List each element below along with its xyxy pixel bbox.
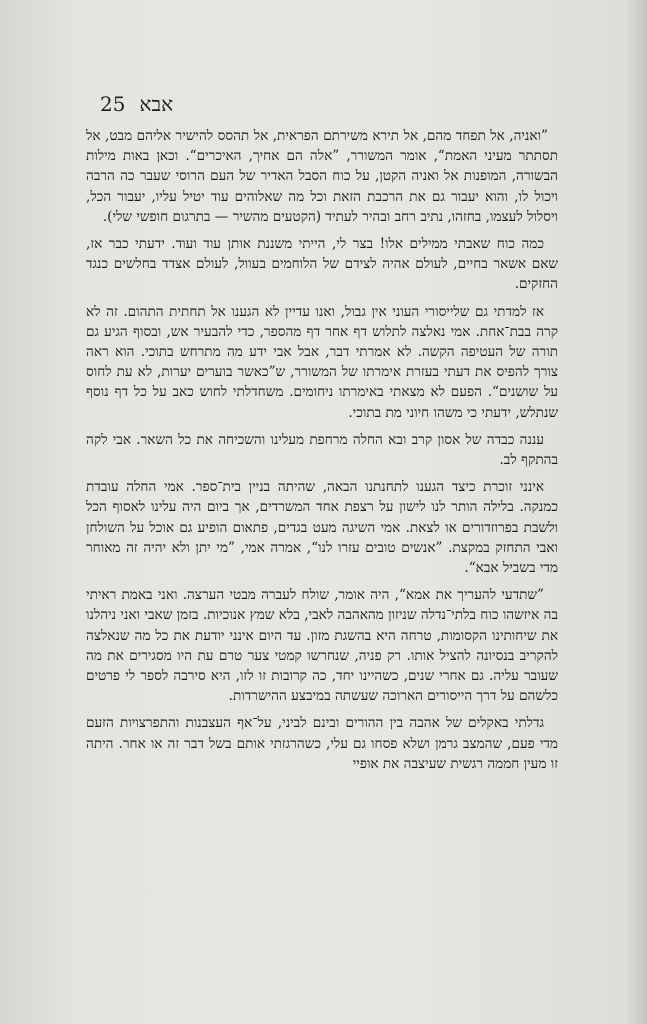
paragraph: אז למדתי גם שלייסורי העוני אין גבול, ואנו עדיין לא הגענו אל תחתית התהום. זה לא קרה בבת־אחת. אמי נאלצה לתלוש דף אחר דף מהספר, כדי להבעיר אש, ובסוף הגיע גם תורה של העטיפה הקשה. לא אמרתי דבר, אבל אבי ידע מה מתרחש בתוכי. הוא ראה צורך להפיס את דעתי בעזרת אימרתו של המשורר, ש”כאשר בוערים יערות, לא עת לחוס על שושנים“. הפעם לא מצאתי באימרתו ניחומים. משחדלתי לחוש כאב על כל דף נוסף שנתלש, ידעתי כי משהו חיוני מת בתוכי. [86,303,558,421]
paragraph: אינני זוכרת כיצד הגענו לתחנתנו הבאה, שהיתה בניין בית־ספר. אמי החלה עובדת כמנקה. בלילה הותר לנו לישון על רצפת אחד המשרדים, אך ביום היה עלינו לאסוף הכל ולשבת בפרוזדורים או לצאת. אמי השיגה מעט בגדים, פתאום הופיע גם אוכל על השולחן ואבי התחזק במקצת. ”אנשים טובים עזרו לנו“, אמרה אמי, ”מי יתן ולא יהיה זה מאוחר מדי בשביל אבא“. [86,479,558,577]
page-edge-shadow [625,0,647,1024]
paragraph: עננה כבדה של אסון קרב ובא החלה מרחפת מעלינו והשכיחה את כל השאר. אבי לקה בהתקף לב. [86,431,558,469]
paragraph: כמה כוח שאבתי ממילים אלו! בצר לי, הייתי משננת אותן עוד ועוד. ידעתי כבר אז, שאם אשאר בחיים, לעולם אהיה לצידם של הלוחמים בעוול, לעולם אצדד בחלשים כנגד החזקים. [86,236,558,293]
running-header [100,92,540,117]
page-number: 25 [100,92,126,116]
paragraph: ”שתדעי להעריך את אמא“, היה אומר, שולח לעברה מבטי הערצה. ואני באמת ראיתי בה איזשהו כוח בלתי־נדלה שניזון מהאהבה לאבי, בלא שמץ אנוכיות. בזמן שאבי ואני ניהלנו את שיחותינו הקסומות, טרחה היא בהשגת מזון. עד היום אינני יודעת את כל מה שנאלצה להקריב בנסיונה להציל אותו. רק פניה, שנחרשו קמטי צער טרם עת היו מסגירים את מה שעובר עליה. גם אחרי שנים, כשהיינו יחד, כה קרובות זו לזו, היא סירבה לספר לי פרטים כלשהם על דרך הייסורים הארוכה שעשתה במיבצע ההישרדות. [86,587,558,705]
paragraph: גדלתי באקלים של אהבה בין ההורים ובינם לביני, על־אף העצבנות והתפרצויות הזעם מדי פעם, שהמצב גרמן ושלא פסחו גם עלי, כשהרגזתי אותם בשל דבר זה או אחר. היתה זו מעין חממה רגשית שעיצבה את אופיי [86,715,558,772]
running-title: אבא [139,92,174,116]
paragraph: ”ואניה, אל תפחד מהם, אל תירא משירתם הפראית, אל תהסס להישיר אליהם מבט, אל תסתתר מעיני האמת“, אומר המשורר, ”אלה הם אחיך, האיכרים“. וכאן באות מילות הבשורה, המופנות אל ואניה הקטן, על כוח הסבל האדיר של העם הרוסי שעבר כה הרבה ויכול לו, והוא יעבור גם את הרכבת הזאת וכל מה שאלוהים עוד יטיל עליו, יעבור הכל, ויסלול לעצמו, בחזהו, נתיב רחב ובהיר לעתיד (הקטעים מהשיר — בתרגום חופשי שלי). [86,128,558,225]
body-text [86,126,558,781]
